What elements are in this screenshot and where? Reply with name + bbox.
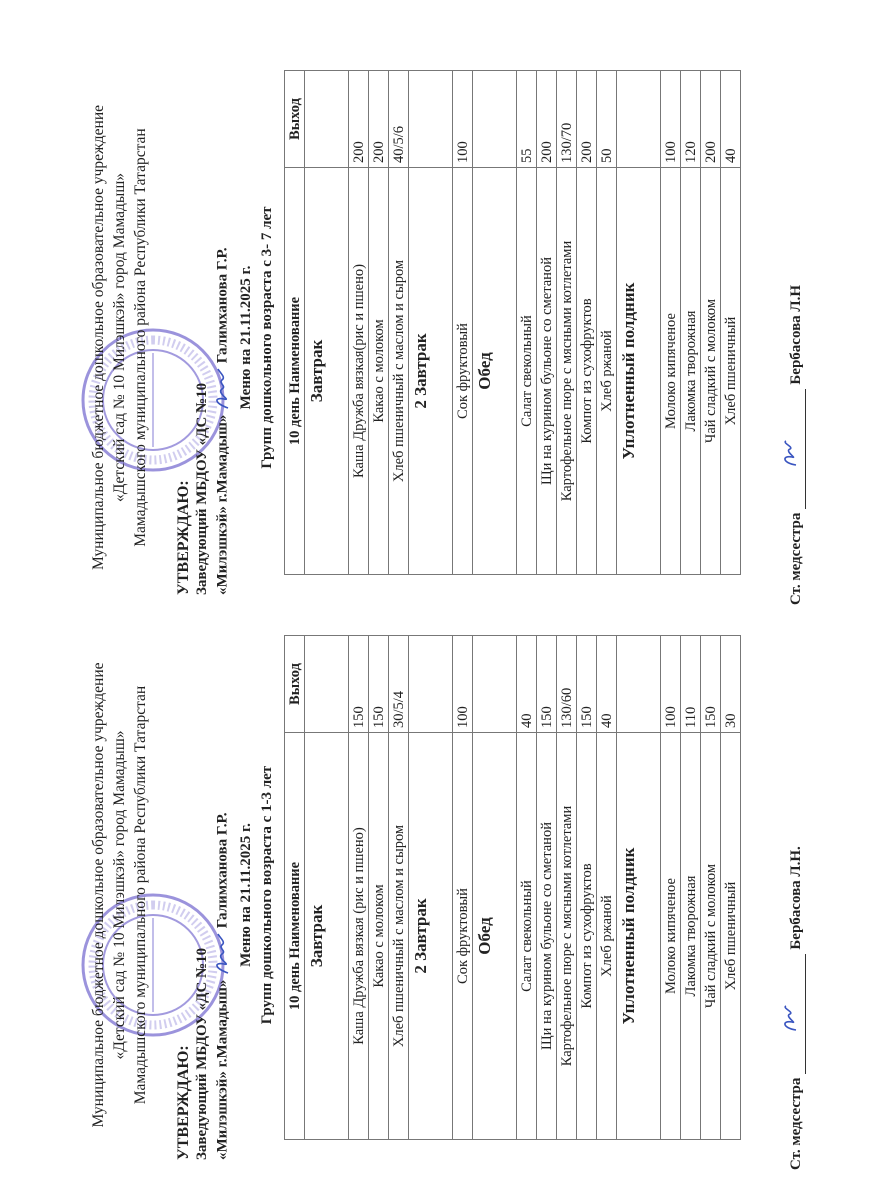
dish-name: Щи на курином бульоне со сметаной <box>537 168 557 575</box>
approver-position: Заведующий МБДОУ «ДС №10 <box>194 382 210 595</box>
dish-output: 200 <box>701 71 721 168</box>
dish-name: Салат свекольный <box>517 733 537 1140</box>
dish-name: Картофельное пюре с мясными котлетами <box>557 733 577 1140</box>
dish-name: Сок фруктовый <box>453 168 473 575</box>
table-row <box>537 636 557 1140</box>
dish-output: 200 <box>349 71 369 168</box>
dish-output: 130/70 <box>557 71 577 168</box>
section-out-empty <box>617 636 661 733</box>
menu-table <box>284 70 741 575</box>
table-row <box>517 71 537 575</box>
dish-name: Каша Дружба вязкая (рис и пшено) <box>349 733 369 1140</box>
col-name-header: 10 день Наименование <box>285 168 305 575</box>
table-row <box>577 636 597 1140</box>
table-row <box>597 636 617 1140</box>
org-line: Мамадышского муниципального района Республики Татарстан <box>132 128 149 547</box>
dish-output: 55 <box>517 71 537 168</box>
section-row <box>617 71 661 575</box>
table-row <box>681 636 701 1140</box>
dish-name: Какао с молоком <box>369 733 389 1140</box>
dish-output: 100 <box>661 71 681 168</box>
table-row <box>389 636 409 1140</box>
dish-output: 200 <box>369 71 389 168</box>
approve-label: УТВЕРЖДАЮ: <box>175 1045 192 1160</box>
dish-output: 130/60 <box>557 636 577 733</box>
dish-output: 200 <box>537 71 557 168</box>
table-row <box>721 71 741 575</box>
table-row <box>389 71 409 575</box>
signature-icon <box>212 367 234 411</box>
table-row <box>557 636 577 1140</box>
table-row <box>661 636 681 1140</box>
menu-title <box>236 630 278 1160</box>
dish-name: Какао с молоком <box>369 168 389 575</box>
approver-org: «Милэшкэй» г.Мамадыш» Галимханова Г.Р. <box>212 813 234 1161</box>
table-row <box>557 71 577 575</box>
dish-output: 100 <box>453 636 473 733</box>
nurse-label: Ст. медсестра <box>788 512 804 605</box>
approval-block <box>174 248 234 596</box>
org-line: Муниципальное бюджетное дошкольное образовательное учреждение <box>90 105 107 570</box>
dish-output: 100 <box>453 71 473 168</box>
nurse-signature <box>778 285 806 605</box>
org-line: Муниципальное бюджетное дошкольное образовательное учреждение <box>90 662 107 1128</box>
table-row <box>453 636 473 1140</box>
table-row <box>577 71 597 575</box>
approver-name: Галимханова Г.Р. <box>214 247 231 364</box>
section-title: Завтрак <box>305 733 349 1140</box>
approver-name: Галимханова Г.Р. <box>214 812 231 929</box>
section-out-empty <box>473 636 517 733</box>
dish-output: 30/5/4 <box>389 636 409 733</box>
col-out-header: Выход <box>285 71 305 168</box>
approval-block <box>174 813 234 1161</box>
section-title: Уплотненный полдник <box>617 733 661 1140</box>
table-header <box>285 71 305 575</box>
section-title: 2 Завтрак <box>409 733 453 1140</box>
dish-output: 120 <box>681 71 701 168</box>
signature-icon <box>778 439 800 469</box>
dish-output: 200 <box>577 71 597 168</box>
section-out-empty <box>305 71 349 168</box>
dish-output: 150 <box>349 636 369 733</box>
dish-output: 150 <box>701 636 721 733</box>
organization-header <box>88 80 151 595</box>
dish-name: Молоко кипяченое <box>661 733 681 1140</box>
nurse-signature <box>778 846 806 1170</box>
dish-name: Хлеб пшеничный с маслом и сыром <box>389 168 409 575</box>
signature-line <box>778 389 806 509</box>
dish-name: Компот из сухофруктов <box>577 733 597 1140</box>
table-row <box>369 636 389 1140</box>
table-row <box>349 71 369 575</box>
dish-name: Молоко кипяченое <box>661 168 681 575</box>
table-row <box>661 71 681 575</box>
section-row <box>473 71 517 575</box>
menu-date: Меню на 21.11.2025 г. <box>238 823 254 967</box>
dish-output: 40 <box>721 71 741 168</box>
section-title: Обед <box>473 733 517 1140</box>
dish-name: Хлеб ржаной <box>597 168 617 575</box>
table-row <box>701 636 721 1140</box>
dish-name: Хлеб пшеничный <box>721 733 741 1140</box>
section-row <box>305 636 349 1140</box>
org-line: «Детский сад № 10 Милэшкэй» город Мамадыш» <box>111 172 128 503</box>
nurse-label: Ст. медсестра <box>788 1077 804 1170</box>
menu-group: Групп дошкольного возраста с 3- 7 лет <box>259 206 275 469</box>
section-out-empty <box>617 71 661 168</box>
dish-name: Каша Дружба вязкая(рис и пшено) <box>349 168 369 575</box>
organization-header <box>88 630 151 1160</box>
table-row <box>597 71 617 575</box>
table-row <box>349 636 369 1140</box>
dish-name: Чай сладкий с молоком <box>701 168 721 575</box>
dish-output: 40 <box>517 636 537 733</box>
dish-name: Чай сладкий с молоком <box>701 733 721 1140</box>
signature-icon <box>212 932 234 976</box>
dish-name: Картофельное пюре с мясными котлетами <box>557 168 577 575</box>
dish-name: Щи на курином бульоне со сметаной <box>537 733 557 1140</box>
org-line: Мамадышского муниципального района Республики Татарстан <box>132 685 149 1105</box>
table-header <box>285 636 305 1140</box>
col-out-header: Выход <box>285 636 305 733</box>
menu-date: Меню на 21.11.2025 г. <box>238 265 254 410</box>
dish-name: Сок фруктовый <box>453 733 473 1140</box>
menu-3-7-years <box>0 80 872 605</box>
dish-output: 150 <box>369 636 389 733</box>
dish-output: 40 <box>597 636 617 733</box>
section-out-empty <box>473 71 517 168</box>
dish-name: Компот из сухофруктов <box>577 168 597 575</box>
dish-output: 110 <box>681 636 701 733</box>
org-line: «Детский сад № 10 Милэшкэй» город Мамадыш» <box>111 730 128 1060</box>
dish-name: Лакомка творожная <box>681 168 701 575</box>
table-row <box>369 71 389 575</box>
dish-name: Хлеб пшеничный с маслом и сыром <box>389 733 409 1140</box>
table-row <box>537 71 557 575</box>
table-row <box>701 71 721 575</box>
menu-1-3-years <box>0 630 872 1170</box>
approve-label: УТВЕРЖДАЮ: <box>175 480 192 595</box>
section-out-empty <box>409 71 453 168</box>
section-out-empty <box>305 636 349 733</box>
dish-output: 100 <box>661 636 681 733</box>
section-row <box>305 71 349 575</box>
section-out-empty <box>409 636 453 733</box>
signature-icon <box>778 1004 800 1034</box>
approver-org: «Милэшкэй» г.Мамадыш» Галимханова Г.Р. <box>212 248 234 596</box>
section-row <box>409 636 453 1140</box>
section-title: Завтрак <box>305 168 349 575</box>
table-row <box>681 71 701 575</box>
menu-table <box>284 635 741 1140</box>
dish-name: Лакомка творожная <box>681 733 701 1140</box>
section-title: Уплотненный полдник <box>617 168 661 575</box>
dish-output: 150 <box>537 636 557 733</box>
section-row <box>617 636 661 1140</box>
table-row <box>453 71 473 575</box>
dish-output: 150 <box>577 636 597 733</box>
section-row <box>473 636 517 1140</box>
signature-line <box>778 954 806 1074</box>
dish-output: 50 <box>597 71 617 168</box>
nurse-name: Бербасова Л.Н. <box>788 846 804 950</box>
dish-name: Хлеб пшеничный <box>721 168 741 575</box>
dish-output: 30 <box>721 636 741 733</box>
menu-group: Групп дошкольного возраста с 1-3 лет <box>259 765 275 1025</box>
dish-name: Салат свекольный <box>517 168 537 575</box>
table-row <box>517 636 537 1140</box>
section-row <box>409 71 453 575</box>
dish-name: Хлеб ржаной <box>597 733 617 1140</box>
nurse-name: Бербасова Л.Н <box>788 284 804 385</box>
col-name-header: 10 день Наименование <box>285 733 305 1140</box>
table-row <box>721 636 741 1140</box>
section-title: 2 Завтрак <box>409 168 453 575</box>
menu-title <box>236 80 278 595</box>
approver-position: Заведующий МБДОУ «ДС №10 <box>194 947 210 1160</box>
section-title: Обед <box>473 168 517 575</box>
dish-output: 40/5/6 <box>389 71 409 168</box>
